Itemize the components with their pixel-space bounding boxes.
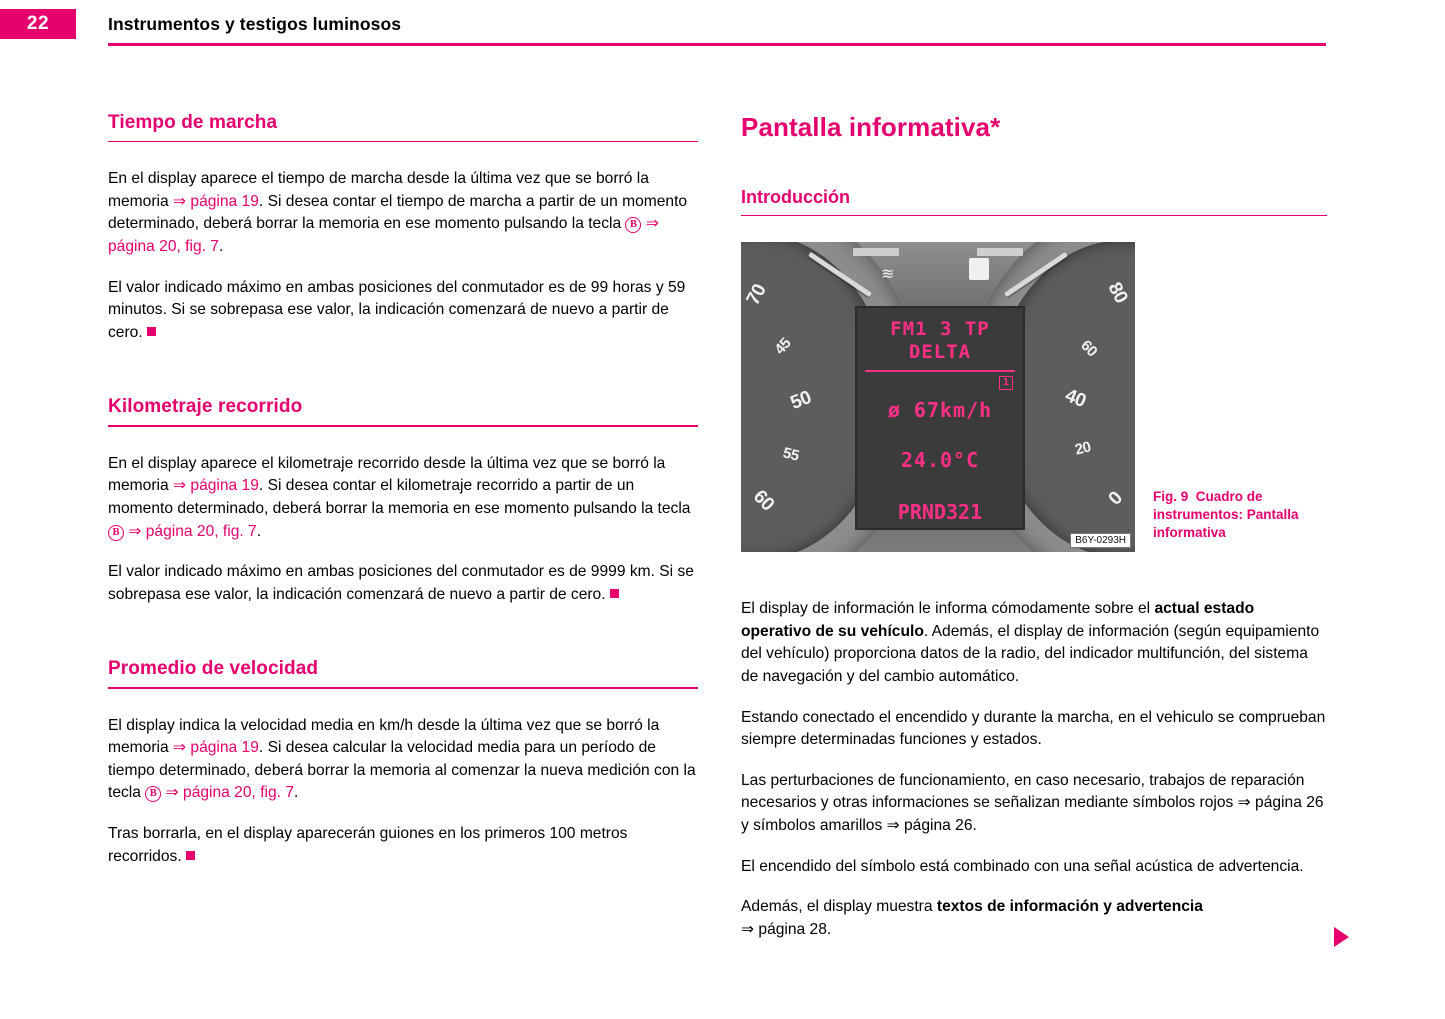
tick-label: 80 — [1103, 279, 1132, 307]
paragraph — [741, 856, 1327, 879]
tick-label: 60 — [748, 486, 778, 516]
paragraph-text: Las perturbaciones de funcionamiento, en caso necesario, trabajos de reparación necesarios y otras informaciones se señalizan mediante símbolos rojos — [741, 771, 1305, 812]
continue-arrow-icon — [1334, 927, 1349, 947]
paragraph — [108, 823, 698, 868]
paragraph — [108, 715, 698, 805]
section-heading: Tiempo de marcha — [108, 112, 278, 133]
chapter-title: Pantalla informativa* — [741, 112, 1001, 142]
paragraph — [741, 770, 1327, 838]
paragraph-text: El display indica la velocidad media en km/h desde la última vez que se borró la memoria — [108, 716, 660, 757]
paragraph-emphasis: actual estado operativo de su vehículo — [741, 600, 1255, 640]
paragraph-text: . — [972, 817, 977, 835]
figure-cuadro-de-instrumentos — [741, 242, 1327, 552]
paragraph-emphasis: textos de información y advertencia — [936, 898, 1203, 916]
paragraph-text: . — [294, 784, 299, 802]
section-tiempo-de-marcha — [108, 112, 698, 344]
display-gear-indicator: PRND321 — [897, 500, 983, 525]
figure-caption-label: Fig. 9 — [1153, 489, 1189, 505]
page-reference-link[interactable]: ⇒ página 26 — [886, 817, 973, 835]
tick-label: 50 — [787, 387, 815, 415]
page-reference-link[interactable]: ⇒ página 19 — [173, 739, 259, 757]
paragraph-text: Además, el display muestra — [741, 898, 937, 916]
right-column — [741, 112, 1327, 941]
figure-caption-text: Cuadro de instrumentos: Pantalla informativa — [1153, 489, 1299, 541]
paragraph-text: . — [256, 522, 262, 540]
fuel-gauge-bar — [977, 248, 1023, 256]
paragraph-text: Tras borrarla, en el display aparecerán guiones en los primeros 100 metros recorridos. — [108, 824, 628, 865]
display-average-speed: ø 67km/h — [887, 398, 993, 423]
page-reference-link[interactable]: ⇒ página 26 — [1237, 794, 1324, 812]
display-radio-line-2: DELTA — [908, 341, 972, 364]
section-promedio-de-velocidad — [108, 658, 698, 868]
end-of-section-marker — [147, 327, 156, 336]
page-reference-link[interactable]: ⇒ página 20, fig. 7 — [165, 784, 294, 802]
tick-label: 55 — [781, 444, 801, 465]
page-reference-link[interactable]: ⇒ página 20, fig. 7 — [108, 215, 659, 256]
paragraph-text: El display de información le informa cómodamente sobre el — [741, 600, 1155, 618]
figure-code: B6Y-0293H — [1070, 533, 1131, 548]
paragraph-text: Estando conectado el encendido y durante la marcha, en el vehiculo se comprueban siempre determinadas funciones y estados. — [741, 708, 1326, 749]
figure-caption — [1153, 488, 1333, 542]
paragraph-text: . Si desea contar el tiempo de marcha a partir de un momento determinado, deberá borrar la memoria en ese momento pulsando la tecla — [108, 192, 688, 233]
end-of-section-marker — [186, 851, 195, 860]
tick-label: 60 — [1077, 337, 1101, 361]
section-kilometraje-recorrido — [108, 396, 698, 606]
coolant-temp-icon: ≋ — [881, 266, 895, 284]
tick-label: 70 — [742, 281, 771, 309]
subsection-heading-rule — [741, 215, 1327, 216]
page-number: 22 — [0, 9, 76, 39]
left-column — [108, 112, 698, 868]
tick-label: 20 — [1073, 438, 1093, 459]
paragraph-text: y símbolos amarillos — [741, 817, 887, 835]
paragraph-text: En el display aparece el kilometraje recorrido desde la última vez que se borró la memoria — [108, 454, 666, 495]
paragraph-text: . Si desea calcular la velocidad media para un período de tiempo determinado, deberá borrar la memoria al comenzar la nueva medición con la tecla — [108, 739, 696, 802]
button-b-icon: B — [625, 217, 641, 233]
paragraph-text: En el display aparece el tiempo de marcha desde la última vez que se borró la memoria — [108, 170, 649, 210]
paragraph-text: . Si desea contar el kilometraje recorrido a partir de un momento determinado, deberá borrar la memoria en ese momento pulsando la tecla — [108, 477, 691, 517]
tick-label: 0 — [1104, 488, 1127, 510]
page-reference-link[interactable]: ⇒ página 19 — [173, 477, 259, 495]
section-heading: Kilometraje recorrido — [108, 396, 303, 418]
page-reference-link[interactable]: ⇒ página 19 — [173, 192, 259, 210]
paragraph-text: . Además, el display de información (según equipamiento del vehículo) proporciona datos de la radio, del indicador multifunción, del sistema de navegación y del cambio automático. — [741, 622, 1320, 686]
page-reference-link[interactable]: ⇒ página 20, fig. 7 — [128, 522, 257, 540]
section-heading: Promedio de velocidad — [108, 658, 319, 680]
fuel-pump-icon — [969, 258, 989, 280]
information-display — [855, 306, 1025, 530]
paragraph — [108, 453, 698, 543]
paragraph — [741, 896, 1327, 941]
display-outside-temperature: 24.0°C — [900, 448, 980, 473]
display-station-preset-badge: 1 — [999, 376, 1013, 390]
page-title: Instrumentos y testigos luminosos — [108, 14, 402, 34]
subsection-heading: Introducción — [741, 187, 850, 207]
paragraph-text: El encendido del símbolo está combinado con una señal acústica de advertencia. — [741, 857, 1304, 875]
end-of-section-marker — [610, 589, 619, 598]
button-b-icon: B — [108, 525, 124, 541]
paragraph — [741, 707, 1327, 752]
paragraph — [741, 598, 1327, 688]
paragraph-text: El valor indicado máximo en ambas posiciones del conmutador es de 99 horas y 59 minutos. Si se sobrepasa ese valor, la indicación comenzará de nuevo a partir de cero. — [108, 278, 686, 341]
paragraph-text: El valor indicado máximo en ambas posiciones del conmutador es de 9999 km. Si se sobrepasa ese valor, la indicación comenzará de nuevo a partir de cero. — [108, 563, 694, 603]
page-header — [0, 0, 1445, 46]
header-divider — [108, 43, 1326, 46]
coolant-gauge-bar — [853, 248, 899, 256]
paragraph — [108, 277, 698, 345]
paragraph — [108, 561, 698, 606]
instrument-cluster-image — [741, 242, 1135, 552]
tick-label: 40 — [1061, 385, 1089, 413]
button-b-icon: B — [145, 786, 161, 802]
tick-label: 45 — [771, 335, 795, 359]
display-radio-line-1: FM1 3 TP — [890, 318, 990, 341]
paragraph-text: . — [218, 238, 224, 256]
paragraph — [108, 168, 698, 258]
display-separator — [865, 370, 1015, 372]
paragraph-text: ⇒ página 28. — [741, 920, 832, 938]
